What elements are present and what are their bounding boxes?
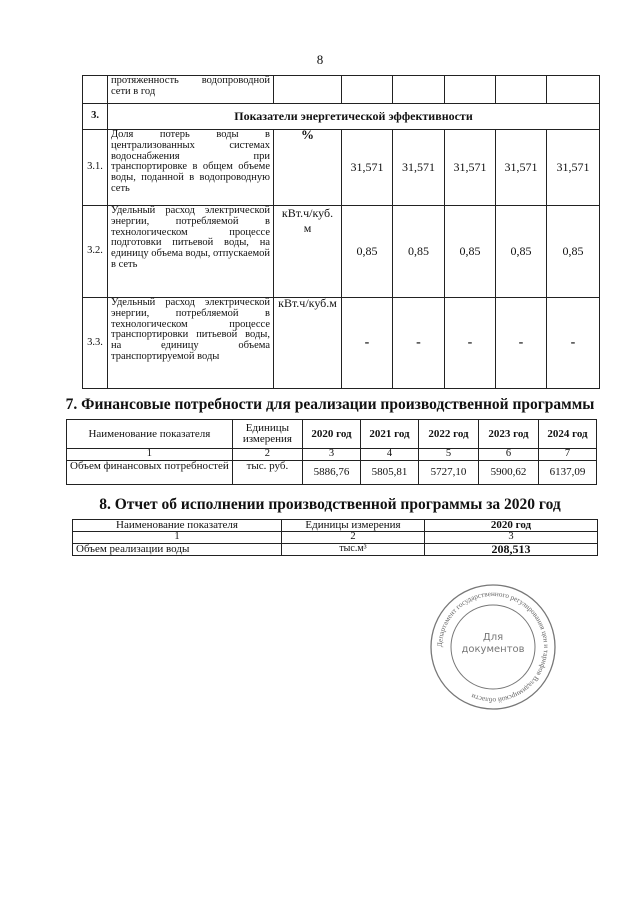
value-cell: 5886,76 <box>303 461 361 485</box>
unit-cell: кВт.ч/куб.м <box>274 298 342 389</box>
column-number: 4 <box>360 449 418 461</box>
row-name-cell: протяженность водопроводной сети в год <box>108 76 274 104</box>
energy-efficiency-table <box>82 75 600 389</box>
value-cell: - <box>496 298 547 389</box>
column-header: 2022 год <box>418 420 478 449</box>
value-cell: 0,85 <box>547 206 600 298</box>
program-report-table <box>72 519 598 556</box>
row-name-cell: Удельный расход электрической энергии, потребляемой в технологическом процессе подготовки питьевой воды, на единицу объема воды, отпускаемой в сеть <box>108 206 274 298</box>
column-header: 2020 год <box>303 420 361 449</box>
row-number: 3.1. <box>83 130 108 206</box>
column-number: 7 <box>539 449 597 461</box>
column-header: 2024 год <box>539 420 597 449</box>
table-cell <box>342 76 393 104</box>
table-cell <box>496 76 547 104</box>
value-cell: 208,513 <box>425 544 598 556</box>
row-number: 3.3. <box>83 298 108 389</box>
value-cell: - <box>547 298 600 389</box>
column-header: Единицы измерения <box>282 520 425 532</box>
section-title: Показатели энергетической эффективности <box>108 104 600 130</box>
unit-cell: % <box>274 130 342 206</box>
column-number: 2 <box>282 532 425 544</box>
value-cell: 31,571 <box>547 130 600 206</box>
stamp-ring-text: Департамент государственного регулирования цен и тарифов Владимирской области <box>435 589 551 705</box>
section-8-title: 8. Отчет об исполнении производственной программы за 2020 год <box>99 496 561 513</box>
table-cell <box>445 76 496 104</box>
value-cell: 5900,62 <box>478 461 538 485</box>
value-cell: 31,571 <box>445 130 496 206</box>
table-row <box>83 206 600 298</box>
column-number: 2 <box>232 449 302 461</box>
financial-needs-table <box>66 419 597 485</box>
table-cell <box>274 76 342 104</box>
value-cell: 0,85 <box>445 206 496 298</box>
row-name-cell: Удельный расход электрической энергии, потребляемой в технологическом процессе транспортировки питьевой воды, на единицу объема транспортируемой воды <box>108 298 274 389</box>
table-row <box>83 298 600 389</box>
value-cell: 5805,81 <box>360 461 418 485</box>
column-header: Наименование показателя <box>73 520 282 532</box>
value-cell: - <box>393 298 445 389</box>
table-cell <box>83 76 108 104</box>
column-number: 6 <box>478 449 538 461</box>
column-number: 3 <box>303 449 361 461</box>
value-cell: - <box>342 298 393 389</box>
column-header: Единицы измерения <box>232 420 302 449</box>
column-header: 2021 год <box>360 420 418 449</box>
unit-cell: кВт.ч/куб. м <box>274 206 342 298</box>
unit-cell: тыс.м³ <box>282 544 425 556</box>
value-cell: 0,85 <box>393 206 445 298</box>
page-number: 8 <box>316 52 324 67</box>
value-cell: 31,571 <box>496 130 547 206</box>
column-header: Наименование показателя <box>67 420 233 449</box>
unit-cell: тыс. руб. <box>232 461 302 485</box>
table-cell <box>393 76 445 104</box>
table-cell <box>547 76 600 104</box>
value-cell: 6137,09 <box>539 461 597 485</box>
table-row <box>73 544 598 556</box>
stamp-seal <box>428 582 558 712</box>
row-number: 3.2. <box>83 206 108 298</box>
row-name-cell: Объем реализации воды <box>73 544 282 556</box>
value-cell: 5727,10 <box>418 461 478 485</box>
row-name-cell: Объем финансовых потребностей <box>67 461 233 485</box>
table-row <box>67 461 597 485</box>
table-row <box>83 130 600 206</box>
column-number: 3 <box>425 532 598 544</box>
value-cell: 31,571 <box>342 130 393 206</box>
column-number: 5 <box>418 449 478 461</box>
value-cell: - <box>445 298 496 389</box>
column-header: 2020 год <box>425 520 598 532</box>
column-header: 2023 год <box>478 420 538 449</box>
value-cell: 0,85 <box>496 206 547 298</box>
row-name-cell: Доля потерь воды в централизованных системах водоснабжения при транспортировке в общем объеме воды, поданной в водопроводную сеть <box>108 130 274 206</box>
column-number: 1 <box>67 449 233 461</box>
stamp-center-text: Для документов <box>461 632 525 655</box>
section-number: 3. <box>83 104 108 130</box>
column-number: 1 <box>73 532 282 544</box>
section-7-title: 7. Финансовые потребности для реализации производственной программы <box>65 396 595 413</box>
value-cell: 0,85 <box>342 206 393 298</box>
value-cell: 31,571 <box>393 130 445 206</box>
